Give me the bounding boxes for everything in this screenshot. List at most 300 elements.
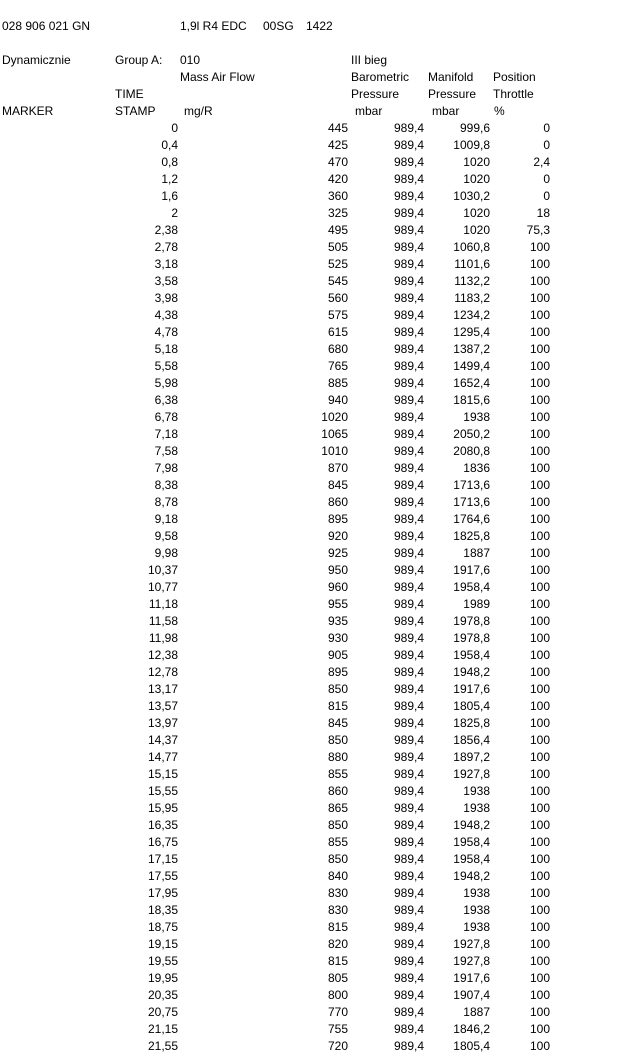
baro-cell: 989,4 [393,937,424,951]
maf-cell: 955 [327,597,348,611]
engine-code: 00SG [263,19,294,33]
time-header-line2: STAMP [115,104,156,118]
maf-cell: 865 [327,801,348,815]
maf-cell: 895 [327,665,348,679]
time-cell: 15,95 [147,801,178,815]
baro-cell: 989,4 [393,444,424,458]
time-cell: 18,35 [147,903,178,917]
table-row [0,613,640,630]
throttle-cell: 100 [529,1039,550,1053]
time-cell: 10,77 [147,580,178,594]
time-cell: 20,35 [147,988,178,1002]
manifold-cell: 1825,8 [453,529,490,543]
throttle-cell: 100 [529,1005,550,1019]
table-row [0,1021,640,1038]
table-row [0,851,640,868]
table-row [0,732,640,749]
manifold-cell: 1387,2 [453,342,490,356]
time-cell: 14,37 [147,733,178,747]
manifold-cell: 1020 [463,206,490,220]
baro-cell: 989,4 [393,988,424,1002]
baro-cell: 989,4 [393,291,424,305]
table-row [0,494,640,511]
manifold-cell: 1897,2 [453,750,490,764]
manifold-cell: 1938 [463,886,490,900]
baro-cell: 989,4 [393,682,424,696]
maf-cell: 495 [327,223,348,237]
table-row [0,936,640,953]
baro-cell: 989,4 [393,580,424,594]
throttle-cell: 0 [543,138,550,152]
baro-cell: 989,4 [393,716,424,730]
baro-cell: 989,4 [393,886,424,900]
manifold-cell: 1234,2 [453,308,490,322]
baro-cell: 989,4 [393,733,424,747]
throttle-unit: % [494,104,505,118]
table-row [0,1038,640,1055]
time-cell: 12,38 [147,648,178,662]
time-cell: 4,78 [154,325,178,339]
manifold-cell: 1713,6 [453,478,490,492]
throttle-cell: 2,4 [533,155,550,169]
maf-cell: 470 [327,155,348,169]
baro-cell: 989,4 [393,121,424,135]
table-row [0,1004,640,1021]
manifold-cell: 1846,2 [453,1022,490,1036]
maf-cell: 935 [327,614,348,628]
baro-cell: 989,4 [393,869,424,883]
manifold-cell: 1917,6 [453,971,490,985]
maf-cell: 830 [327,886,348,900]
time-cell: 19,95 [147,971,178,985]
maf-cell: 950 [327,563,348,577]
maf-cell: 940 [327,393,348,407]
manifold-cell: 1938 [463,784,490,798]
throttle-cell: 100 [529,614,550,628]
table-row [0,749,640,766]
throttle-cell: 100 [529,852,550,866]
maf-cell: 765 [327,359,348,373]
baro-cell: 989,4 [393,512,424,526]
maf-cell: 1065 [321,427,348,441]
manifold-unit: mbar [432,104,460,118]
time-cell: 18,75 [147,920,178,934]
manifold-cell: 1978,8 [453,631,490,645]
table-row [0,477,640,494]
throttle-cell: 100 [529,835,550,849]
baro-cell: 989,4 [393,325,424,339]
manifold-cell: 1938 [463,903,490,917]
throttle-cell: 100 [529,580,550,594]
maf-cell: 805 [327,971,348,985]
table-row [0,902,640,919]
baro-cell: 989,4 [393,189,424,203]
baro-cell: 989,4 [393,274,424,288]
time-header-line1: TIME [115,87,144,101]
time-cell: 9,18 [154,512,178,526]
table-row [0,188,640,205]
maf-cell: 895 [327,512,348,526]
table-row [0,528,640,545]
manifold-cell: 1958,4 [453,835,490,849]
table-row [0,511,640,528]
baro-cell: 989,4 [393,223,424,237]
table-row [0,443,640,460]
manifold-cell: 1825,8 [453,716,490,730]
maf-cell: 880 [327,750,348,764]
manifold-cell: 1989 [463,597,490,611]
throttle-cell: 100 [529,529,550,543]
time-cell: 7,18 [154,427,178,441]
maf-cell: 615 [327,325,348,339]
marker-header: MARKER [2,104,54,118]
time-cell: 2,78 [154,240,178,254]
time-cell: 12,78 [147,665,178,679]
maf-cell: 560 [327,291,348,305]
time-cell: 1,2 [161,172,178,186]
table-row [0,460,640,477]
maf-cell: 840 [327,869,348,883]
time-cell: 5,18 [154,342,178,356]
table-row [0,562,640,579]
table-row [0,358,640,375]
maf-cell: 930 [327,631,348,645]
baro-cell: 989,4 [393,971,424,985]
throttle-cell: 0 [543,189,550,203]
time-cell: 13,97 [147,716,178,730]
time-cell: 8,78 [154,495,178,509]
manifold-cell: 1978,8 [453,614,490,628]
manifold-cell: 1020 [463,172,490,186]
table-row [0,375,640,392]
table-row [0,953,640,970]
table-row [0,307,640,324]
manifold-cell: 1927,8 [453,767,490,781]
table-row [0,324,640,341]
maf-cell: 545 [327,274,348,288]
baro-cell: 989,4 [393,648,424,662]
baro-cell: 989,4 [393,461,424,475]
manifold-cell: 1499,4 [453,359,490,373]
time-cell: 20,75 [147,1005,178,1019]
maf-cell: 905 [327,648,348,662]
manifold-cell: 1713,6 [453,495,490,509]
manifold-cell: 1948,2 [453,869,490,883]
time-cell: 17,95 [147,886,178,900]
throttle-cell: 100 [529,682,550,696]
maf-cell: 850 [327,852,348,866]
data-table-body [0,120,640,1055]
time-cell: 10,37 [147,563,178,577]
maf-cell: 325 [327,206,348,220]
baro-cell: 989,4 [393,665,424,679]
table-row [0,256,640,273]
manifold-cell: 1938 [463,801,490,815]
maf-cell: 885 [327,376,348,390]
table-row [0,681,640,698]
time-cell: 17,55 [147,869,178,883]
baro-header-line1: Barometric [351,70,410,84]
time-cell: 9,58 [154,529,178,543]
baro-cell: 989,4 [393,359,424,373]
time-cell: 15,15 [147,767,178,781]
throttle-cell: 0 [543,172,550,186]
manifold-cell: 1948,2 [453,818,490,832]
throttle-cell: 100 [529,393,550,407]
maf-cell: 425 [327,138,348,152]
baro-cell: 989,4 [393,546,424,560]
throttle-cell: 100 [529,376,550,390]
maf-cell: 960 [327,580,348,594]
table-row [0,120,640,137]
time-cell: 2 [171,206,178,220]
manifold-cell: 1101,6 [454,257,490,271]
baro-cell: 989,4 [393,529,424,543]
time-cell: 6,78 [154,410,178,424]
baro-cell: 989,4 [393,478,424,492]
table-row [0,426,640,443]
throttle-cell: 100 [529,325,550,339]
baro-cell: 989,4 [393,801,424,815]
throttle-cell: 100 [529,954,550,968]
time-cell: 2,38 [154,223,178,237]
baro-cell: 989,4 [393,393,424,407]
maf-cell: 505 [327,240,348,254]
throttle-cell: 100 [529,240,550,254]
manifold-cell: 1836 [463,461,490,475]
throttle-cell: 100 [529,274,550,288]
time-cell: 21,15 [147,1022,178,1036]
manifold-cell: 1907,4 [453,988,490,1002]
baro-cell: 989,4 [393,818,424,832]
time-cell: 8,38 [154,478,178,492]
time-cell: 17,15 [147,852,178,866]
manifold-cell: 1938 [463,410,490,424]
baro-cell: 989,4 [393,631,424,645]
baro-cell: 989,4 [393,240,424,254]
table-row [0,766,640,783]
table-row [0,987,640,1004]
table-row [0,664,640,681]
maf-cell: 525 [327,257,348,271]
time-cell: 0,4 [161,138,178,152]
baro-cell: 989,4 [393,172,424,186]
table-row [0,290,640,307]
time-cell: 1,6 [161,189,178,203]
manifold-cell: 1805,4 [453,1039,490,1053]
maf-cell: 1020 [321,410,348,424]
table-row [0,579,640,596]
throttle-cell: 100 [529,648,550,662]
time-cell: 7,98 [154,461,178,475]
time-cell: 7,58 [154,444,178,458]
manifold-cell: 1132,2 [454,274,490,288]
table-row [0,392,640,409]
throttle-cell: 100 [529,461,550,475]
time-cell: 13,57 [147,699,178,713]
throttle-cell: 100 [529,342,550,356]
throttle-cell: 100 [529,750,550,764]
maf-cell: 860 [327,495,348,509]
table-row [0,273,640,290]
baro-cell: 989,4 [393,852,424,866]
table-row [0,919,640,936]
throttle-cell: 100 [529,886,550,900]
throttle-cell: 75,3 [526,223,550,237]
throttle-cell: 100 [529,767,550,781]
time-cell: 16,35 [147,818,178,832]
manifold-cell: 1958,4 [453,648,490,662]
throttle-cell: 100 [529,733,550,747]
throttle-cell: 100 [529,308,550,322]
throttle-cell: 100 [529,427,550,441]
maf-cell: 575 [327,308,348,322]
maf-cell: 815 [327,920,348,934]
table-row [0,154,640,171]
throttle-cell: 100 [529,988,550,1002]
baro-cell: 989,4 [393,835,424,849]
throttle-cell: 100 [529,801,550,815]
baro-cell: 989,4 [393,903,424,917]
throttle-cell: 100 [529,716,550,730]
throttle-cell: 100 [529,597,550,611]
maf-cell: 925 [327,546,348,560]
baro-cell: 989,4 [393,563,424,577]
manifold-cell: 1652,4 [453,376,490,390]
baro-cell: 989,4 [393,699,424,713]
table-row [0,800,640,817]
throttle-cell: 18 [536,206,550,220]
manifold-header-line1: Manifold [428,70,474,84]
baro-cell: 989,4 [393,308,424,322]
mode-label: Dynamicznie [2,53,71,67]
time-cell: 15,55 [147,784,178,798]
time-cell: 11,98 [148,631,178,645]
baro-cell: 989,4 [393,920,424,934]
maf-cell: 855 [327,835,348,849]
baro-cell: 989,4 [393,1039,424,1053]
maf-cell: 850 [327,682,348,696]
baro-cell: 989,4 [393,257,424,271]
engine-label: 1,9l R4 EDC [180,19,247,33]
baro-cell: 989,4 [393,597,424,611]
throttle-cell: 100 [529,971,550,985]
maf-cell: 680 [327,342,348,356]
throttle-cell: 100 [529,478,550,492]
maf-cell: 360 [327,189,348,203]
manifold-cell: 2080,8 [453,444,490,458]
manifold-cell: 1815,6 [453,393,490,407]
table-row [0,783,640,800]
throttle-cell: 100 [529,869,550,883]
table-row [0,630,640,647]
manifold-cell: 1805,4 [453,699,490,713]
throttle-cell: 100 [529,937,550,951]
engine-code-2: 1422 [306,19,333,33]
maf-cell: 850 [327,733,348,747]
throttle-cell: 100 [529,818,550,832]
time-cell: 0,8 [161,155,178,169]
manifold-cell: 1917,6 [453,563,490,577]
maf-cell: 755 [327,1022,348,1036]
table-row [0,171,640,188]
time-cell: 21,55 [147,1039,178,1053]
maf-cell: 720 [327,1039,348,1053]
manifold-cell: 1295,4 [453,325,490,339]
maf-cell: 1010 [321,444,348,458]
table-row [0,222,640,239]
baro-cell: 989,4 [393,342,424,356]
throttle-cell: 100 [529,903,550,917]
throttle-cell: 100 [529,291,550,305]
table-row [0,868,640,885]
throttle-cell: 0 [543,121,550,135]
baro-cell: 989,4 [393,427,424,441]
table-row [0,341,640,358]
table-row [0,545,640,562]
table-row [0,596,640,613]
throttle-cell: 100 [529,444,550,458]
throttle-cell: 100 [529,665,550,679]
table-row [0,817,640,834]
baro-cell: 989,4 [393,138,424,152]
maf-cell: 420 [327,172,348,186]
baro-cell: 989,4 [393,1022,424,1036]
manifold-cell: 1887 [463,1005,490,1019]
time-cell: 4,38 [154,308,178,322]
baro-cell: 989,4 [393,376,424,390]
time-cell: 3,18 [154,257,178,271]
time-cell: 19,15 [147,937,178,951]
maf-cell: 860 [327,784,348,798]
baro-cell: 989,4 [393,410,424,424]
baro-unit: mbar [355,104,383,118]
time-cell: 3,58 [154,274,178,288]
baro-cell: 989,4 [393,750,424,764]
table-row [0,970,640,987]
baro-cell: 989,4 [393,767,424,781]
manifold-cell: 1927,8 [453,954,490,968]
manifold-cell: 1927,8 [453,937,490,951]
baro-cell: 989,4 [393,614,424,628]
part-number: 028 906 021 GN [2,19,91,33]
throttle-cell: 100 [529,1022,550,1036]
time-cell: 5,98 [154,376,178,390]
baro-cell: 989,4 [393,206,424,220]
throttle-cell: 100 [529,410,550,424]
table-row [0,885,640,902]
manifold-cell: 1020 [463,155,490,169]
time-cell: 0 [171,121,178,135]
table-row [0,239,640,256]
manifold-cell: 1958,4 [453,852,490,866]
manifold-cell: 1030,2 [453,189,490,203]
maf-column-name: Mass Air Flow [180,70,255,84]
maf-unit: mg/R [184,104,213,118]
maf-cell: 870 [327,461,348,475]
time-cell: 11,18 [148,597,178,611]
throttle-cell: 100 [529,495,550,509]
throttle-cell: 100 [529,699,550,713]
manifold-cell: 1764,6 [453,512,490,526]
time-cell: 9,98 [154,546,178,560]
time-cell: 6,38 [154,393,178,407]
maf-cell: 445 [327,121,348,135]
manifold-cell: 1020 [463,223,490,237]
baro-cell: 989,4 [393,954,424,968]
manifold-cell: 1938 [463,920,490,934]
baro-header-line2: Pressure [351,87,400,101]
